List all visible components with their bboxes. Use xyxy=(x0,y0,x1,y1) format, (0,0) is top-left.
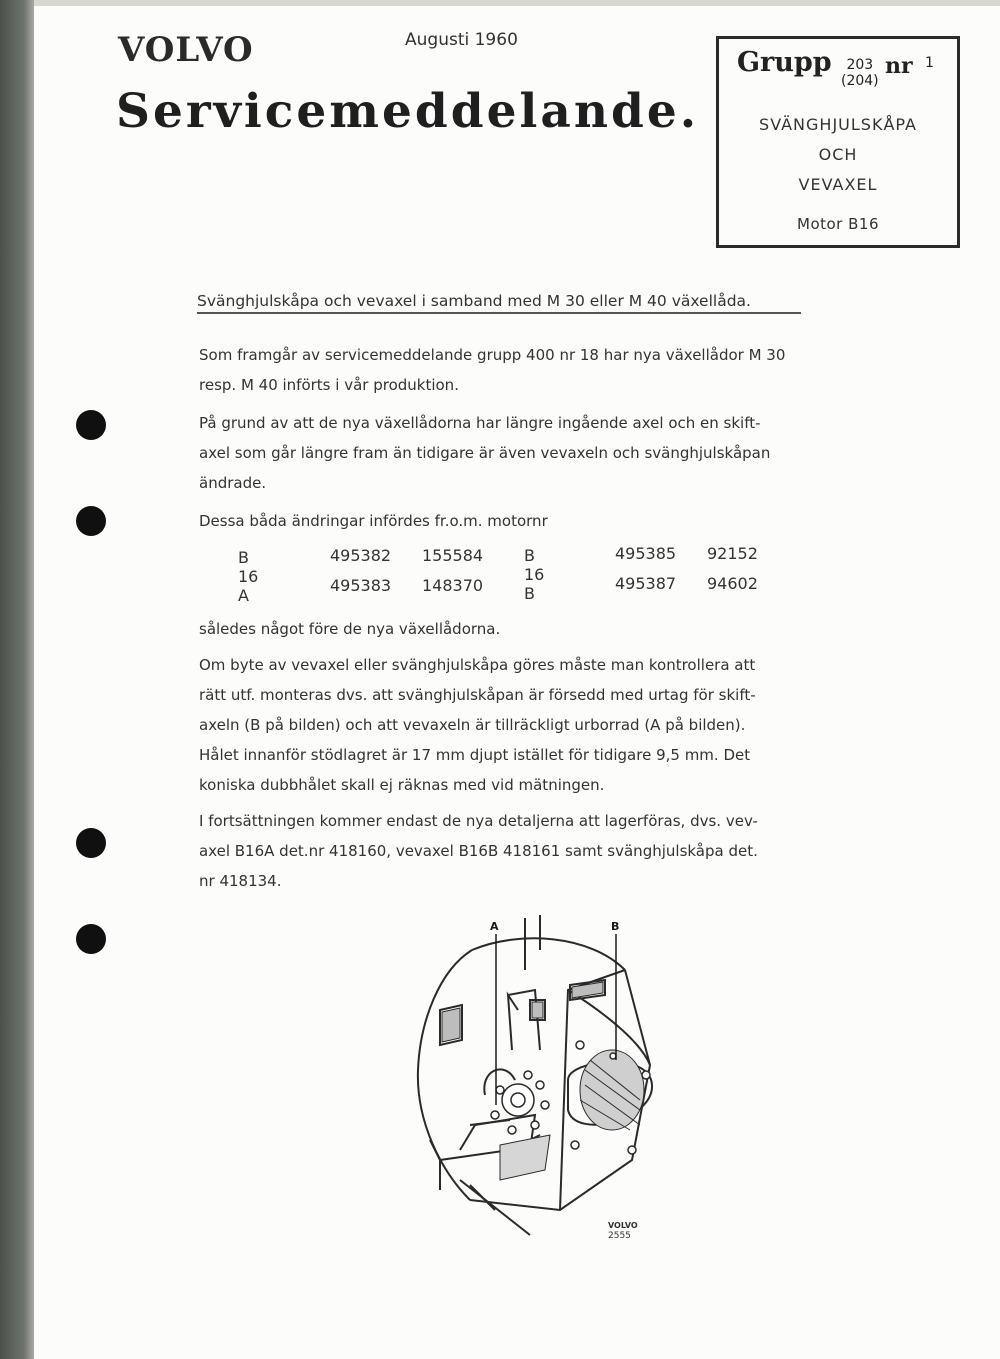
group-number-main: 203 xyxy=(846,57,874,73)
text-line: axel B16A det.nr 418160, vevaxel B16B 418161 samt svänghjulskåpa det. xyxy=(199,842,758,860)
motor-number: 155584 xyxy=(422,546,484,565)
text-line: ändrade. xyxy=(199,474,267,492)
subject-line: OCH xyxy=(818,145,858,164)
paragraph-intro xyxy=(199,340,837,400)
text-line: Hålet innanför stödlagret är 17 mm djupt istället för tidigare 9,5 mm. Det xyxy=(199,746,751,764)
section-heading: Svänghjulskåpa och vevaxel i samband med M 30 eller M 40 växellåda. xyxy=(197,292,801,314)
subject-line: VEVAXEL xyxy=(798,175,878,194)
punch-hole xyxy=(76,506,106,536)
scan-binding-shadow xyxy=(0,0,34,1359)
motor-label: Motor B16 xyxy=(797,215,879,233)
motor-number: 495383 xyxy=(330,576,392,595)
text-line: Dessa båda ändringar infördes fr.o.m. motornr xyxy=(199,512,548,530)
group-info-box xyxy=(716,36,960,248)
motor-number: 94602 xyxy=(707,574,758,593)
flywheel-housing-illustration xyxy=(400,910,670,1250)
paragraph-instructions xyxy=(199,650,837,800)
text-line: således något före de nya växellådorna. xyxy=(199,620,501,638)
model-b16a: B 16 A xyxy=(238,548,259,605)
nr-label: nr xyxy=(885,53,913,79)
motor-number: 92152 xyxy=(707,544,758,563)
grupp-label: Grupp xyxy=(737,47,832,78)
subject-line: SVÄNGHJULSKÅPA xyxy=(759,115,917,134)
group-number-alt: (204) xyxy=(841,73,879,89)
nr-value: 1 xyxy=(925,55,934,71)
text-line: rätt utf. monteras dvs. att svänghjulskåpan är försedd med urtag för skift- xyxy=(199,686,756,704)
text-line: resp. M 40 införts i vår produktion. xyxy=(199,376,459,394)
paragraph-reason xyxy=(199,408,837,498)
brand-logo: VOLVO xyxy=(118,30,254,70)
punch-hole xyxy=(76,828,106,858)
motor-number: 495385 xyxy=(615,544,677,563)
figure-label-a: A xyxy=(490,920,499,933)
paragraph-motornr xyxy=(199,506,837,536)
figure-stamp-brand: VOLVO xyxy=(608,1221,638,1230)
paragraph-parts xyxy=(199,806,837,896)
text-line: Som framgår av servicemeddelande grupp 400 nr 18 har nya växellådor M 30 xyxy=(199,346,786,364)
model-b16b: B 16 B xyxy=(524,546,545,603)
text-line: Om byte av vevaxel eller svänghjulskåpa göres måste man kontrollera att xyxy=(199,656,756,674)
text-line: axel som går längre fram än tidigare är även vevaxeln och svänghjulskåpan xyxy=(199,444,771,462)
paragraph-before xyxy=(199,614,837,644)
motor-number: 148370 xyxy=(422,576,484,595)
text-line: På grund av att de nya växellådorna har längre ingående axel och en skift- xyxy=(199,414,761,432)
text-line: koniska dubbhålet skall ej räknas med vid mätningen. xyxy=(199,776,605,794)
issue-date: Augusti 1960 xyxy=(405,30,518,50)
text-line: axeln (B på bilden) och att vevaxeln är tillräckligt urborrad (A på bilden). xyxy=(199,716,746,734)
group-number xyxy=(841,57,879,89)
document-title: Servicemeddelande. xyxy=(116,84,700,139)
punch-hole xyxy=(76,924,106,954)
figure-label-b: B xyxy=(611,920,620,933)
motor-number: 495387 xyxy=(615,574,677,593)
motor-number: 495382 xyxy=(330,546,392,565)
text-line: nr 418134. xyxy=(199,872,282,890)
punch-hole xyxy=(76,410,106,440)
figure-stamp-number: 2555 xyxy=(608,1231,631,1241)
text-line: I fortsättningen kommer endast de nya detaljerna att lagerföras, dvs. vev- xyxy=(199,812,758,830)
